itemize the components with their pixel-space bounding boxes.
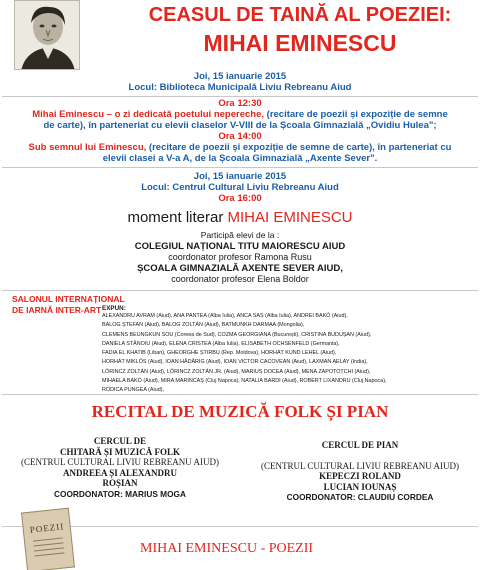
list-item: BALOG ȘTEFAN (Aiud), BALOG ZOLTÁN (Aiud), BATMUNKH DARMAA (Mongolia), xyxy=(102,322,305,329)
recital-heading: RECITAL DE MUZICĂ FOLK ȘI PIAN xyxy=(91,402,389,421)
title-line-1: CEASUL DE TAINĂ AL POEZIEI: xyxy=(148,4,452,26)
recital-left-column xyxy=(0,436,240,499)
school1-coordinator: coordonator profesor Ramona Rusu xyxy=(168,252,312,262)
right-coordinator: COORDONATOR: CLAUDIU CORDEA xyxy=(286,492,434,502)
moment-name: MIHAI EMINESCU xyxy=(227,209,353,226)
divider xyxy=(2,394,478,395)
right-line2: (CENTRUL CULTURAL LIVIU REBREANU AIUD) xyxy=(261,460,459,471)
salon-title-line2: DE IARNĂ INTER-ART xyxy=(12,305,102,315)
left-coordinator: COORDONATOR: MARIUS MOGA xyxy=(54,488,186,499)
event1-desc1-highlight: Mihai Eminescu – o zi dedicată poetului nepereche, xyxy=(32,109,265,120)
moment-literar-heading xyxy=(0,209,480,227)
event1-date: Joi, 15 ianuarie 2015 xyxy=(193,71,287,82)
list-item: MIHAELA BAKÓ (Aiud), MIRA MARINCAȘ (Cluj Napoca), NATALIA BARDI (Aiud), ROBERT LIXANDRU (Cluj Napoca), xyxy=(102,378,387,385)
event1-desc2-text: (recitare de poezii și expoziție de semne de carte), în parteneriat cu xyxy=(146,142,452,153)
left-line2: CHITARĂ ȘI MUZICĂ FOLK xyxy=(59,446,181,457)
title-line-2: MIHAI EMINESCU xyxy=(203,30,397,56)
expun-label: EXPUN: xyxy=(102,305,126,312)
book-title: POEZII xyxy=(29,521,65,535)
divider xyxy=(2,526,478,527)
divider xyxy=(2,96,478,97)
list-item: ALEXANDRU AVRAM (Aiud), ANA PANTEA (Alba Iulia), ANCA SAS (Alba Iulia), ANDREI BAKÓ (Aiud), xyxy=(102,313,348,319)
portrait-illustration xyxy=(15,1,80,70)
event1-time1: Ora 12:30 xyxy=(218,98,262,109)
eminescu-portrait-image xyxy=(14,0,80,70)
event2-time: Ora 16:00 xyxy=(218,193,262,204)
left-line4: ANDREEA ȘI ALEXANDRU xyxy=(62,467,178,478)
right-line4: LUCIAN IOUNAȘ xyxy=(323,481,397,492)
list-item: FADIA EL KHATIB (Liban), GHEORGHE ȘTIRBU (Rep. Moldova), HORHÁT KUND LEHEL (Aiud), xyxy=(102,350,337,357)
event1-time2: Ora 14:00 xyxy=(218,131,262,142)
moment-prefix: moment literar xyxy=(127,209,228,226)
event2-date: Joi, 15 ianuarie 2015 xyxy=(193,171,287,182)
event1-desc1-line2: de carte), în parteneriat cu elevii claselor V-VIII de la Școala Gimnazială „Ovidiu Hulea"; xyxy=(43,120,437,131)
school2-coordinator: coordonator profesor Elena Boldor xyxy=(171,274,309,284)
exhibitors-list xyxy=(102,312,480,396)
divider xyxy=(2,167,478,168)
participants-intro: Participă elevi de la : xyxy=(200,230,280,240)
school2-name: ȘCOALA GIMNAZIALĂ AXENTE SEVER AIUD, xyxy=(137,263,343,274)
event1-desc2-highlight: Sub semnul lui Eminescu, xyxy=(28,142,147,153)
poezii-book-image xyxy=(21,508,75,570)
list-item: RODICA PUNGEA (Aiud), xyxy=(102,387,165,394)
right-line1: CERCUL DE PIAN xyxy=(321,440,399,450)
event1-desc2-line2: elevii clasei a V-a A, de la Școala Gimnazială „Axente Sever". xyxy=(102,153,378,164)
footer-title-rest: - POEZII xyxy=(257,541,314,556)
list-item: HORHÁT MIKLÓS (Aiud), IOAN HĂDĂRIG (Aiud), IOAN VICTOR CACOVEAN (Aiud), LAXMAN AELAY (India), xyxy=(102,359,368,366)
event1-location: Locul: Biblioteca Municipală Liviu Rebreanu Aiud xyxy=(128,82,352,93)
footer-title xyxy=(140,541,313,557)
salon-title-line1: SALONUL INTERNAȚIONAL xyxy=(12,294,125,304)
book-text-lines xyxy=(33,537,63,541)
event1-desc1-text: (recitare de poezii și expoziție de semne xyxy=(264,109,448,120)
recital-right-column xyxy=(240,440,480,503)
list-item: LŐRINCZ ZOLTÁN (Aiud), LŐRINCZ ZOLTÁN JR. (Aiud), MARIUS DOCEA (Aiud), MENA ZAPOTOȚCHI (Aiud), xyxy=(102,368,371,375)
left-line1: CERCUL DE xyxy=(93,436,147,446)
school1-name: COLEGIUL NAȚIONAL TITU MAIORESCU AIUD xyxy=(134,241,346,252)
left-line5: ROȘIAN xyxy=(102,478,138,488)
event1-desc1 xyxy=(0,109,480,120)
right-line3: KEPECZI ROLAND xyxy=(319,471,401,481)
footer-title-name: MIHAI EMINESCU xyxy=(140,541,258,556)
event1-desc2 xyxy=(0,142,480,153)
list-item: DANIELA STĂNOIU (Aiud), ELENA CRISTEA (Alba Iulia), ELISABETH OCHSENFELD (Germania), xyxy=(102,340,340,347)
left-line3: (CENTRUL CULTURAL LIVIU REBREANU AIUD) xyxy=(21,457,219,467)
page-title xyxy=(130,4,470,56)
divider xyxy=(2,290,478,291)
list-item: CLEMENS BEUNGKUN SOU (Coreea de Sud), COZMA GEORGIANA (București), CRISTINA BUDUȘAN (Aiud), xyxy=(102,331,372,338)
event2-location: Locul: Centrul Cultural Liviu Rebreanu Aiud xyxy=(141,182,339,193)
